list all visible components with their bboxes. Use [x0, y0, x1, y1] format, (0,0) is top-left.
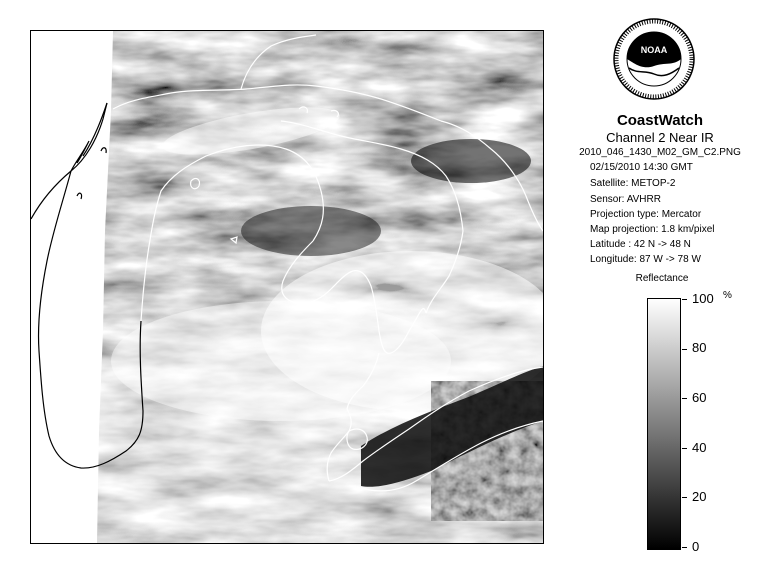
logo-text: NOAA [640, 45, 668, 55]
map-canvas [31, 31, 543, 543]
colorbar-tick-label: 100 [692, 291, 714, 306]
image-filename: 2010_046_1430_M02_GM_C2.PNG [579, 147, 741, 158]
colorbar-tick-label: 0 [692, 539, 700, 554]
panel-title: CoastWatch [616, 112, 704, 129]
reflectance-imagery [31, 31, 543, 543]
longitude-label: Longitude: 87 W -> 78 W [590, 254, 701, 265]
noaa-logo [613, 18, 695, 100]
legend-unit: % [723, 290, 732, 301]
colorbar-tick [682, 547, 687, 548]
colorbar-tick [682, 398, 687, 399]
datetime-label: 02/15/2010 14:30 GMT [590, 162, 693, 173]
colorbar-tick [682, 448, 687, 449]
sensor-label: Sensor: AVHRR [590, 194, 661, 205]
map-projection-label: Map projection: 1.8 km/pixel [590, 224, 715, 235]
satellite-map [30, 30, 544, 544]
reflectance-colorbar [647, 298, 681, 550]
colorbar-tick [682, 299, 687, 300]
colorbar-tick-label: 80 [692, 340, 707, 355]
colorbar-tick [682, 497, 687, 498]
colorbar-tick [682, 349, 687, 350]
satellite-label: Satellite: METOP-2 [590, 178, 676, 189]
legend-title: Reflectance [635, 273, 689, 284]
colorbar-tick-label: 40 [692, 440, 707, 455]
projection-type-label: Projection type: Mercator [590, 209, 702, 220]
colorbar-tick-label: 60 [692, 390, 707, 405]
latitude-label: Latitude : 42 N -> 48 N [590, 239, 691, 250]
noaa-logo-icon [613, 18, 695, 100]
panel-subtitle: Channel 2 Near IR [606, 130, 714, 145]
colorbar-tick-label: 20 [692, 489, 707, 504]
